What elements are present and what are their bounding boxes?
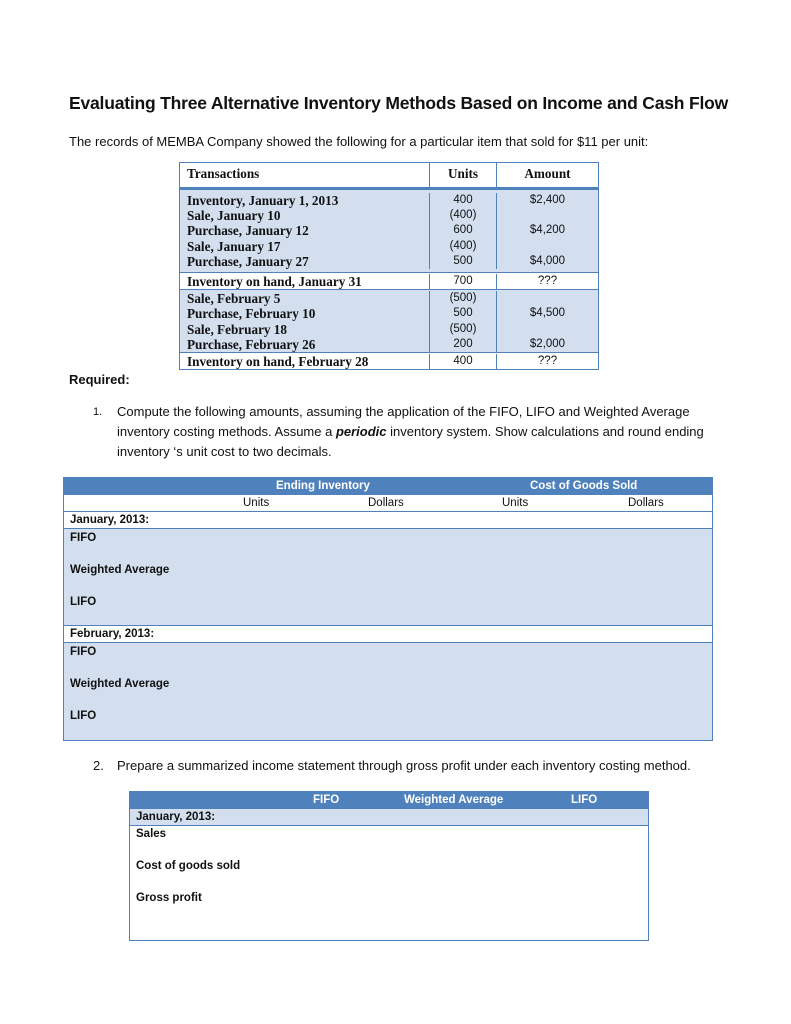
method-row: LIFO	[70, 710, 97, 722]
table2-section-january	[130, 809, 648, 826]
header-transactions: Transactions	[180, 163, 430, 187]
question-1-emphasis: periodic	[335, 424, 387, 439]
table1-band-february	[64, 643, 712, 740]
question-2-text: Prepare a summarized income statement through gross profit under each inventory costing method.	[117, 758, 691, 773]
subheader-dollars: Dollars	[628, 497, 664, 509]
tx-amount: $2,400	[529, 194, 566, 206]
method-row: LIFO	[70, 596, 97, 608]
tx-amount: ???	[537, 354, 558, 367]
section-label: January, 2013:	[70, 514, 150, 526]
header-amount: Amount	[524, 166, 571, 181]
tx-label: Purchase, January 12	[187, 223, 309, 239]
method-row: FIFO	[70, 646, 97, 658]
transactions-table	[179, 162, 599, 370]
table1-subheader-row	[64, 495, 712, 512]
section-label: January, 2013:	[136, 811, 216, 823]
subheader-units: Units	[502, 497, 529, 509]
header-ending-inventory: Ending Inventory	[276, 480, 370, 492]
tx-amount: $4,200	[529, 224, 566, 237]
header-fifo: FIFO	[313, 794, 340, 806]
tx-label: Purchase, February 26	[187, 336, 316, 352]
tx-units: 500	[453, 254, 473, 267]
tx-units: 400	[453, 354, 473, 367]
tx-units: 600	[453, 224, 473, 237]
question-2-number: 2.	[93, 758, 104, 773]
tx-amount	[497, 239, 598, 254]
method-row: Weighted Average	[70, 564, 170, 576]
transactions-header-row	[180, 163, 598, 190]
income-row: Gross profit	[136, 892, 202, 904]
header-units: Units	[430, 163, 497, 187]
transactions-group-january	[180, 190, 598, 273]
tx-label: Purchase, February 10	[187, 306, 316, 322]
question-1-number: 1.	[93, 406, 103, 418]
table2-header-row	[130, 792, 648, 809]
table1-header-row	[64, 478, 712, 495]
tx-units: 200	[453, 337, 473, 350]
tx-amount: $2,000	[529, 337, 566, 350]
question-1	[93, 402, 713, 462]
income-row: Sales	[136, 828, 167, 840]
tx-units: 400	[453, 194, 473, 206]
tx-label: Inventory, January 1, 2013	[187, 193, 339, 208]
tx-units: (500)	[449, 322, 477, 335]
income-statement-table	[129, 791, 649, 941]
question-1-text-after: inventory system. Show calculations and round ending inventory ‘s unit cost to two decimals.	[117, 424, 704, 459]
tx-label: Purchase, January 27	[187, 253, 309, 269]
tx-label: Inventory on hand, February 28	[187, 353, 369, 369]
tx-units: 700	[453, 274, 473, 287]
question-2	[93, 758, 691, 773]
tx-amount: $4,500	[529, 307, 566, 320]
subheader-dollars: Dollars	[368, 497, 404, 509]
transactions-group-february	[180, 290, 598, 353]
tx-units: 500	[453, 307, 473, 320]
income-row: Cost of goods sold	[136, 860, 241, 872]
tx-label: Sale, February 5	[187, 291, 281, 307]
tx-units: (500)	[449, 292, 477, 305]
header-cogs: Cost of Goods Sold	[530, 480, 638, 492]
table2-band	[130, 826, 648, 940]
tx-label: Sale, January 10	[187, 208, 281, 224]
tx-label: Sale, January 17	[187, 238, 281, 254]
intro-text: The records of MEMBA Company showed the following for a particular item that sold for $11 per unit:	[69, 134, 649, 149]
tx-units: (400)	[449, 239, 477, 252]
question-1-text-before: Compute the following amounts, assuming the application of the FIFO, LIFO and Weighted Average inventory costing methods. Assume a	[117, 404, 690, 439]
subheader-units: Units	[243, 497, 270, 509]
ending-inventory-cogs-table	[63, 477, 713, 741]
transactions-group-jan-total	[180, 273, 598, 290]
header-lifo: LIFO	[571, 794, 598, 806]
page-title: Evaluating Three Alternative Inventory Methods Based on Income and Cash Flow	[69, 93, 729, 113]
required-heading: Required:	[69, 372, 130, 387]
tx-amount: $4,000	[529, 254, 566, 267]
section-label: February, 2013:	[70, 628, 155, 640]
tx-units: (400)	[449, 209, 477, 222]
tx-label: Inventory on hand, January 31	[187, 273, 362, 289]
table1-section-february	[64, 626, 712, 643]
tx-amount	[497, 291, 598, 306]
tx-label: Sale, February 18	[187, 321, 287, 337]
header-weighted-average: Weighted Average	[404, 794, 504, 806]
tx-amount: ???	[537, 274, 558, 287]
table1-band-january	[64, 529, 712, 626]
method-row: Weighted Average	[70, 678, 170, 690]
tx-amount	[497, 208, 598, 223]
transactions-group-feb-total	[180, 353, 598, 369]
method-row: FIFO	[70, 532, 97, 544]
tx-amount	[497, 322, 598, 337]
table1-section-january	[64, 512, 712, 529]
